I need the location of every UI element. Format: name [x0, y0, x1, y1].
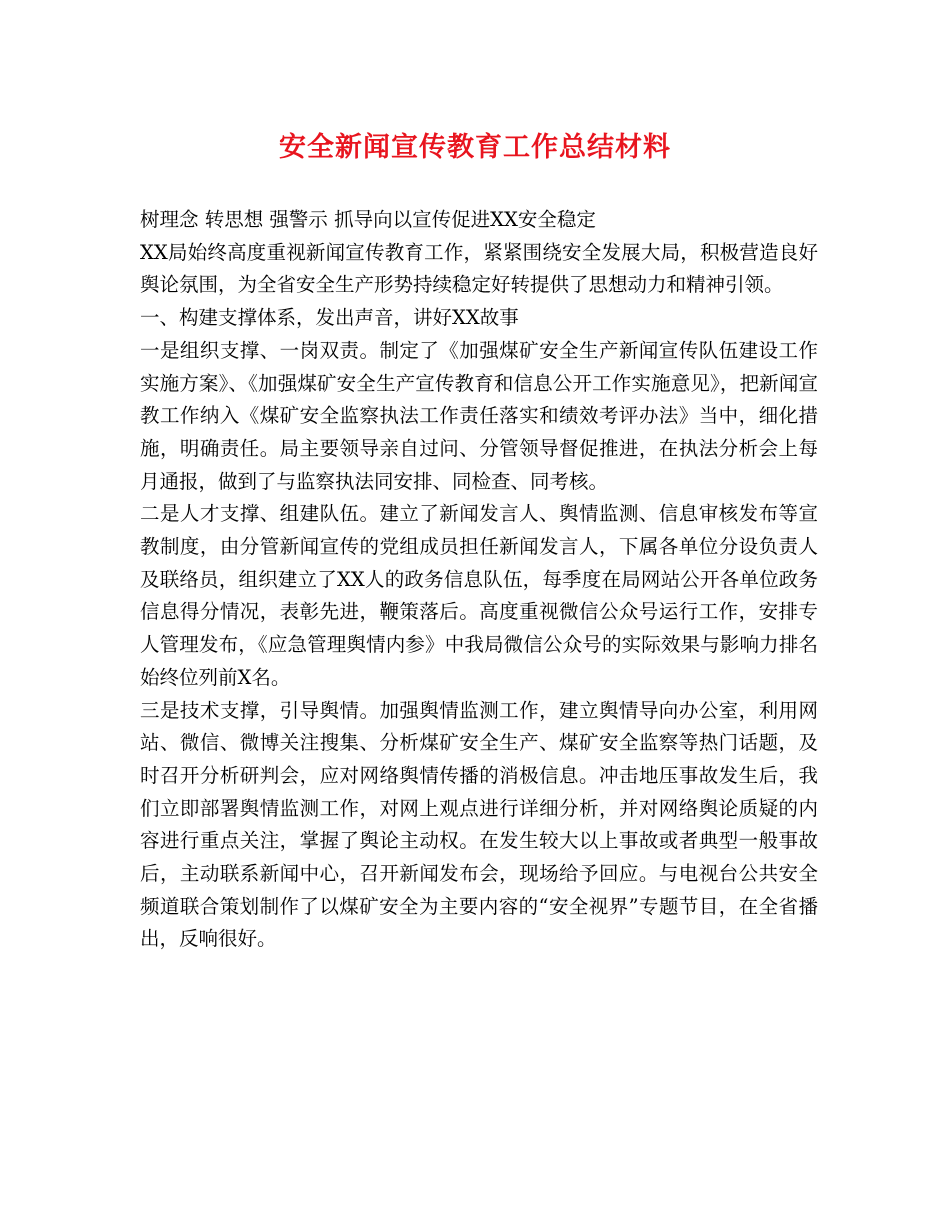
- paragraph-subtitle: 树理念 转思想 强警示 抓导向以宣传促进XX安全稳定: [140, 208, 596, 231]
- document-title: 安全新闻宣传教育工作总结材料: [279, 132, 671, 163]
- paragraph-intro: XX局始终高度重视新闻宣传教育工作，紧紧围绕安全发展大局，积极营造良好舆论氛围，为全省安全生产形势持续稳定好转提供了思想动力和精神引领。: [140, 240, 818, 297]
- document-body: [140, 204, 818, 956]
- section-heading-1: 一、构建支撑体系，发出声音，讲好XX故事: [140, 306, 519, 330]
- paragraph-organization-support: 一是组织支撑、一岗双责。制定了《加强煤矿安全生产新闻宣传队伍建设工作实施方案》、《加强煤矿安全生产宣传教育和信息公开工作实施意见》，把新闻宣教工作纳入《煤矿安全监察执法工作责任落实和绩效考评办法》当中，细化措施，明确责任。局主要领导亲自过问、分管领导督促推进，在执法分析会上每月通报，做到了与监察执法同安排、同检查、同考核。: [140, 338, 818, 493]
- paragraph-technical-support: 三是技术支撑，引导舆情。加强舆情监测工作，建立舆情导向办公室，利用网站、微信、微博关注搜集、分析煤矿安全生产、煤矿安全监察等热门话题，及时召开分析研判会，应对网络舆情传播的消极信息。冲击地压事故发生后，我们立即部署舆情监测工作，对网上观点进行详细分析，并对网络舆论质疑的内容进行重点关注，掌握了舆论主动权。在发生较大以上事故或者典型一般事故后，主动联系新闻中心，召开新闻发布会，现场给予回应。与电视台公共安全频道联合策划制作了以煤矿安全为主要内容的“安全视界”专题节目，在全省播出，反响很好。: [140, 698, 818, 951]
- paragraph-talent-support: 二是人才支撑、组建队伍。建立了新闻发言人、舆情监测、信息审核发布等宣教制度，由分管新闻宣传的党组成员担任新闻发言人，下属各单位分设负责人及联络员，组织建立了XX人的政务信息队伍，每季度在局网站公开各单位政务信息得分情况，表彰先进，鞭策落后。高度重视微信公众号运行工作，安排专人管理发布，《应急管理舆情内参》中我局微信公众号的实际效果与影响力排名始终位列前X名。: [140, 502, 818, 689]
